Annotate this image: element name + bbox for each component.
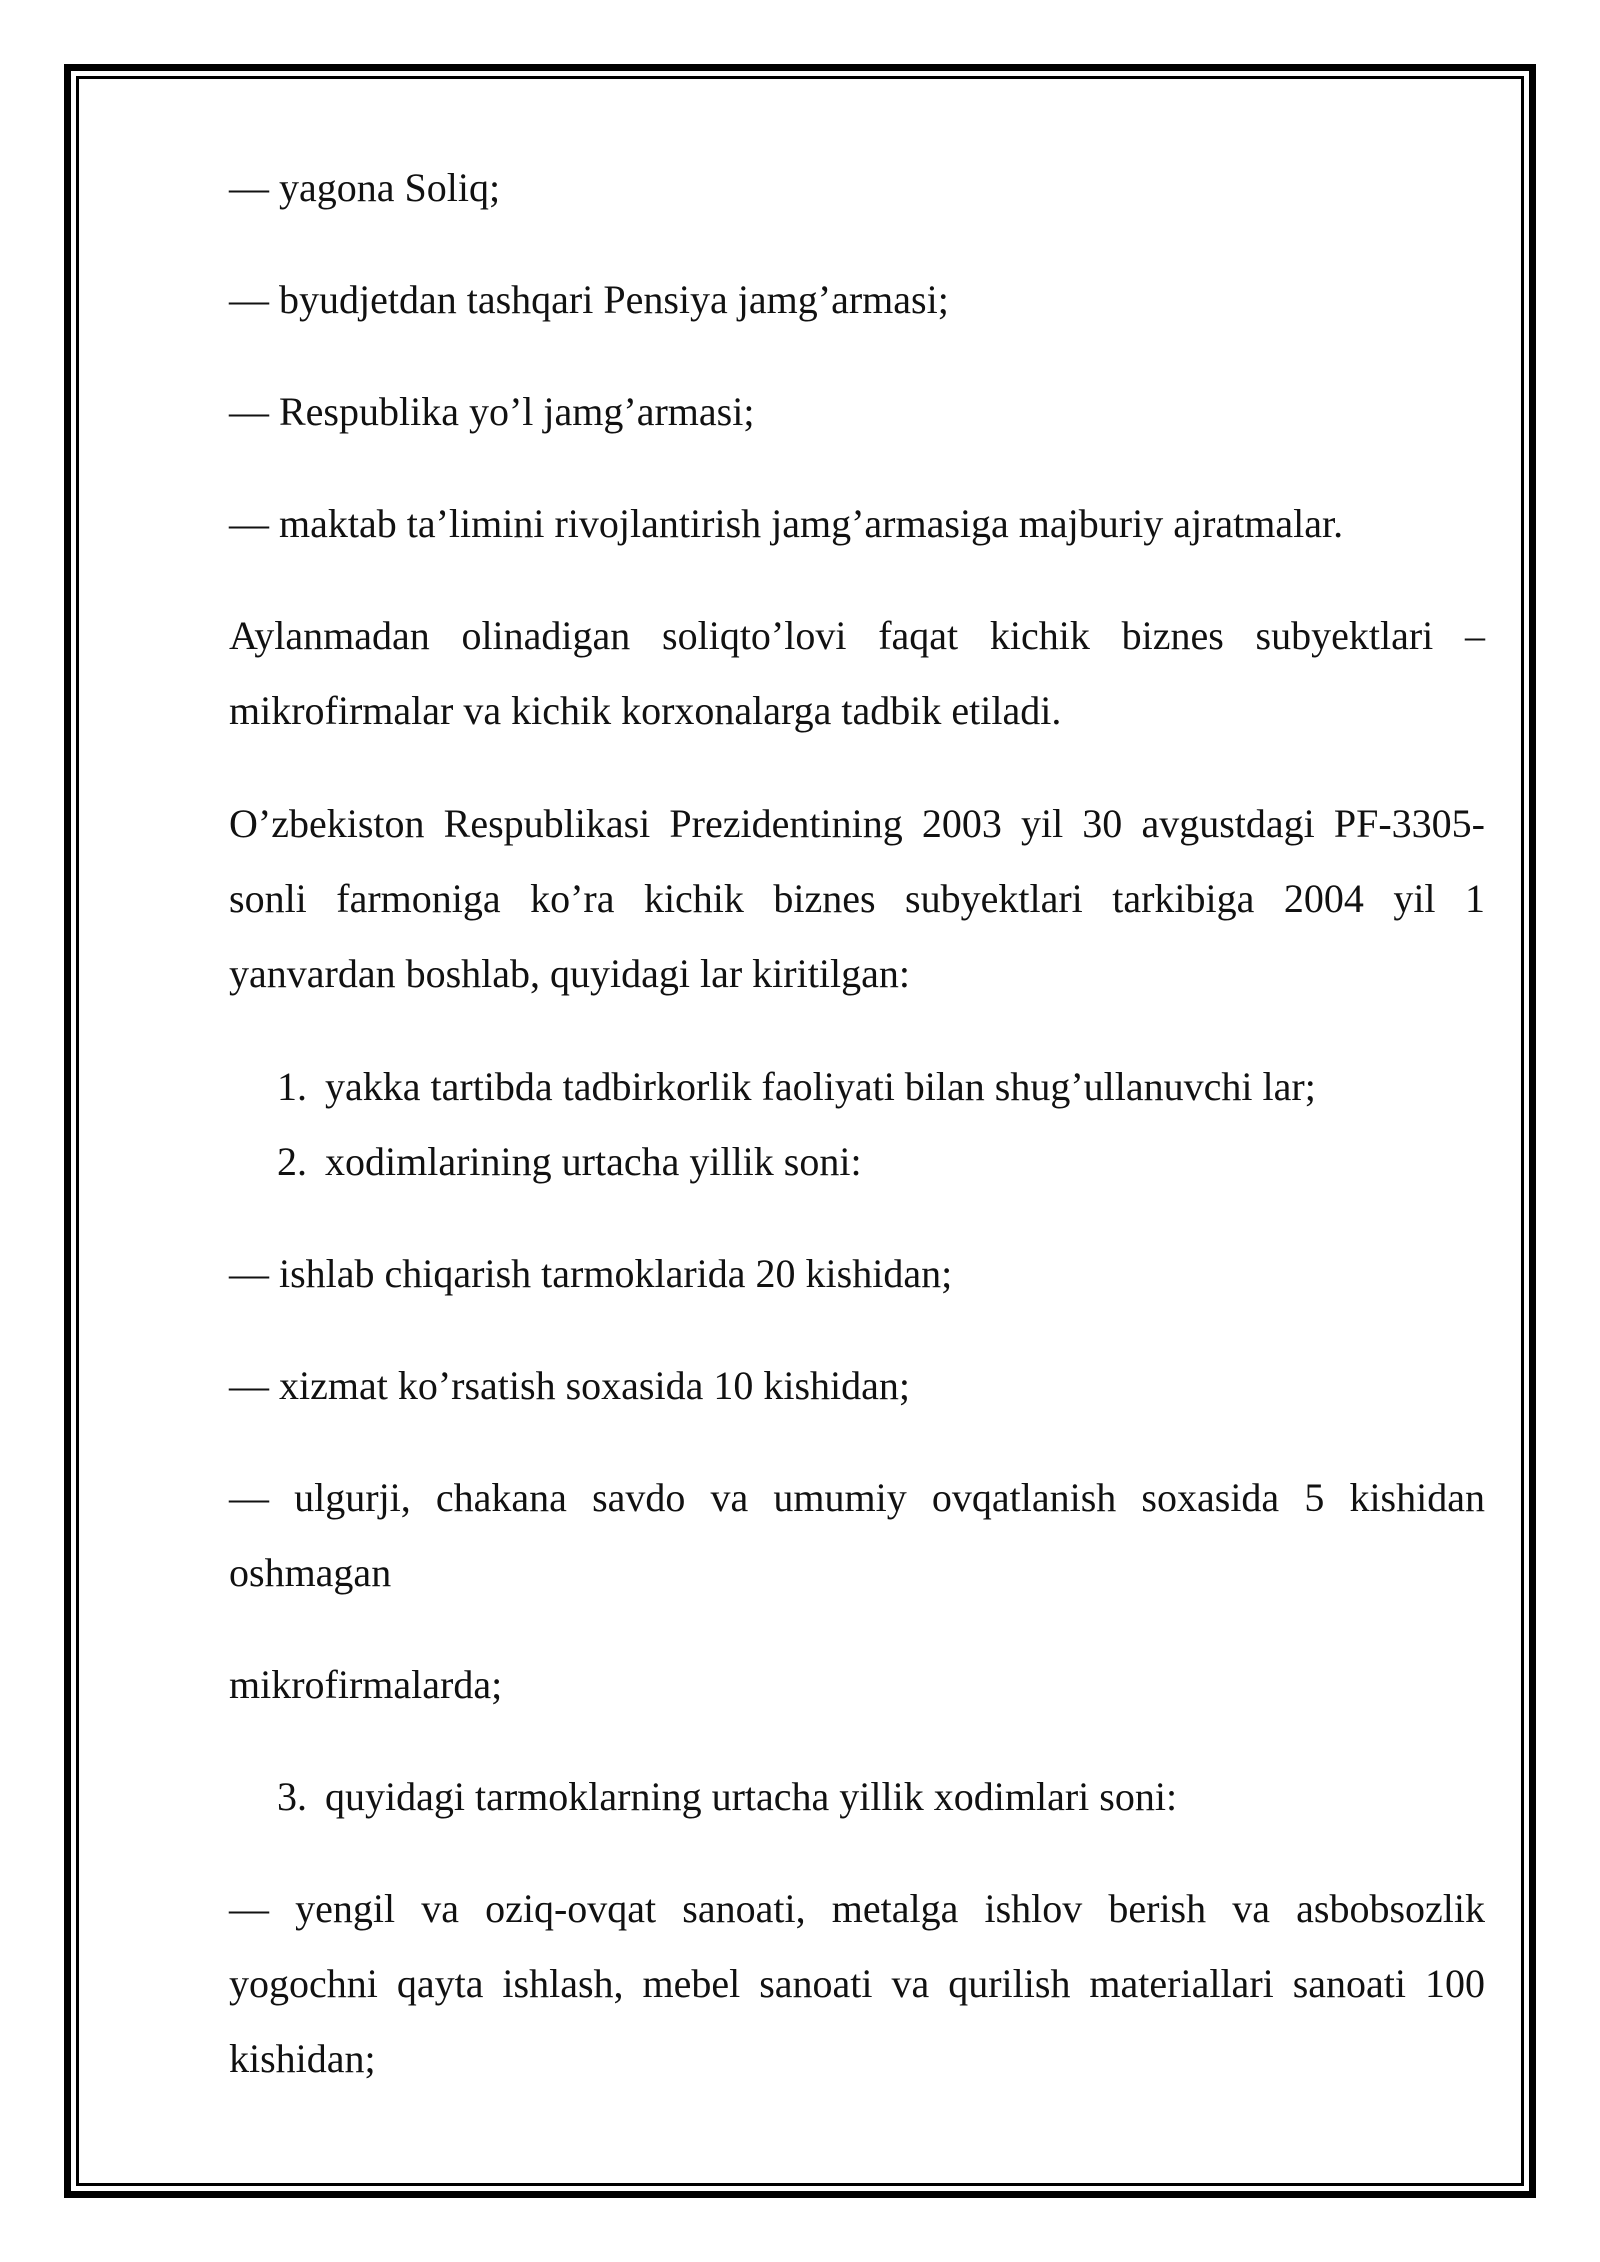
list-item-text: quyidagi tarmoklarning urtacha yillik xodimlari soni:	[325, 1774, 1178, 1819]
paragraph-pensiya-jamgarmasi: — byudjetdan tashqari Pensiya jamg’armasi;	[229, 277, 949, 322]
paragraph-yol-jamgarmasi: — Respublika yo’l jamg’armasi;	[229, 389, 755, 434]
list-item-1	[229, 1049, 1485, 1124]
paragraph-yengil-sanoat: — yengil va oziq-ovqat sanoati, metalga ishlov berish va asbobsozlik yogochni qayta ishlash, mebel sanoati va qurilish materiallari sanoati 100 kishidan;	[229, 1886, 1485, 2081]
paragraph-prezident-farmoni: O’zbekiston Respublikasi Prezidentining 2003 yil 30 avgustdagi PF-3305-sonli farmoniga ko’ra kichik biznes subyektlari tarkibiga 2004 yil 1 yanvardan boshlab, quyidagi lar kiritilgan:	[229, 801, 1485, 996]
paragraph-mikrofirmalarda: mikrofirmalarda;	[229, 1662, 503, 1707]
list-item-2	[229, 1124, 1485, 1199]
paragraph-xizmat-korsatish: — xizmat ko’rsatish soxasida 10 kishidan;	[229, 1363, 911, 1408]
document-body	[229, 150, 1485, 2096]
list-number: 3.	[277, 1774, 307, 1819]
list-item-text: yakka tartibda tadbirkorlik faoliyati bilan shug’ullanuvchi lar;	[325, 1064, 1316, 1109]
list-number: 2.	[277, 1139, 307, 1184]
list-number: 1.	[277, 1064, 307, 1109]
paragraph-aylanma-soligi: Aylanmadan olinadigan soliqto’lovi faqat kichik biznes subyektlari – mikrofirmalar va kichik korxonalarga tadbik etiladi.	[229, 613, 1485, 733]
list-item-3	[229, 1759, 1485, 1834]
paragraph-ishlab-chiqarish: — ishlab chiqarish tarmoklarida 20 kishidan;	[229, 1251, 953, 1296]
list-item-text: xodimlarining urtacha yillik soni:	[325, 1139, 862, 1184]
paragraph-ulgurji-savdo: — ulgurji, chakana savdo va umumiy ovqatlanish soxasida 5 kishidan oshmagan	[229, 1475, 1485, 1595]
paragraph-yagona-soliq: — yagona Soliq;	[229, 165, 501, 210]
paragraph-maktab-talimi: — maktab ta’limini rivojlantirish jamg’armasiga majburiy ajratmalar.	[229, 501, 1344, 546]
